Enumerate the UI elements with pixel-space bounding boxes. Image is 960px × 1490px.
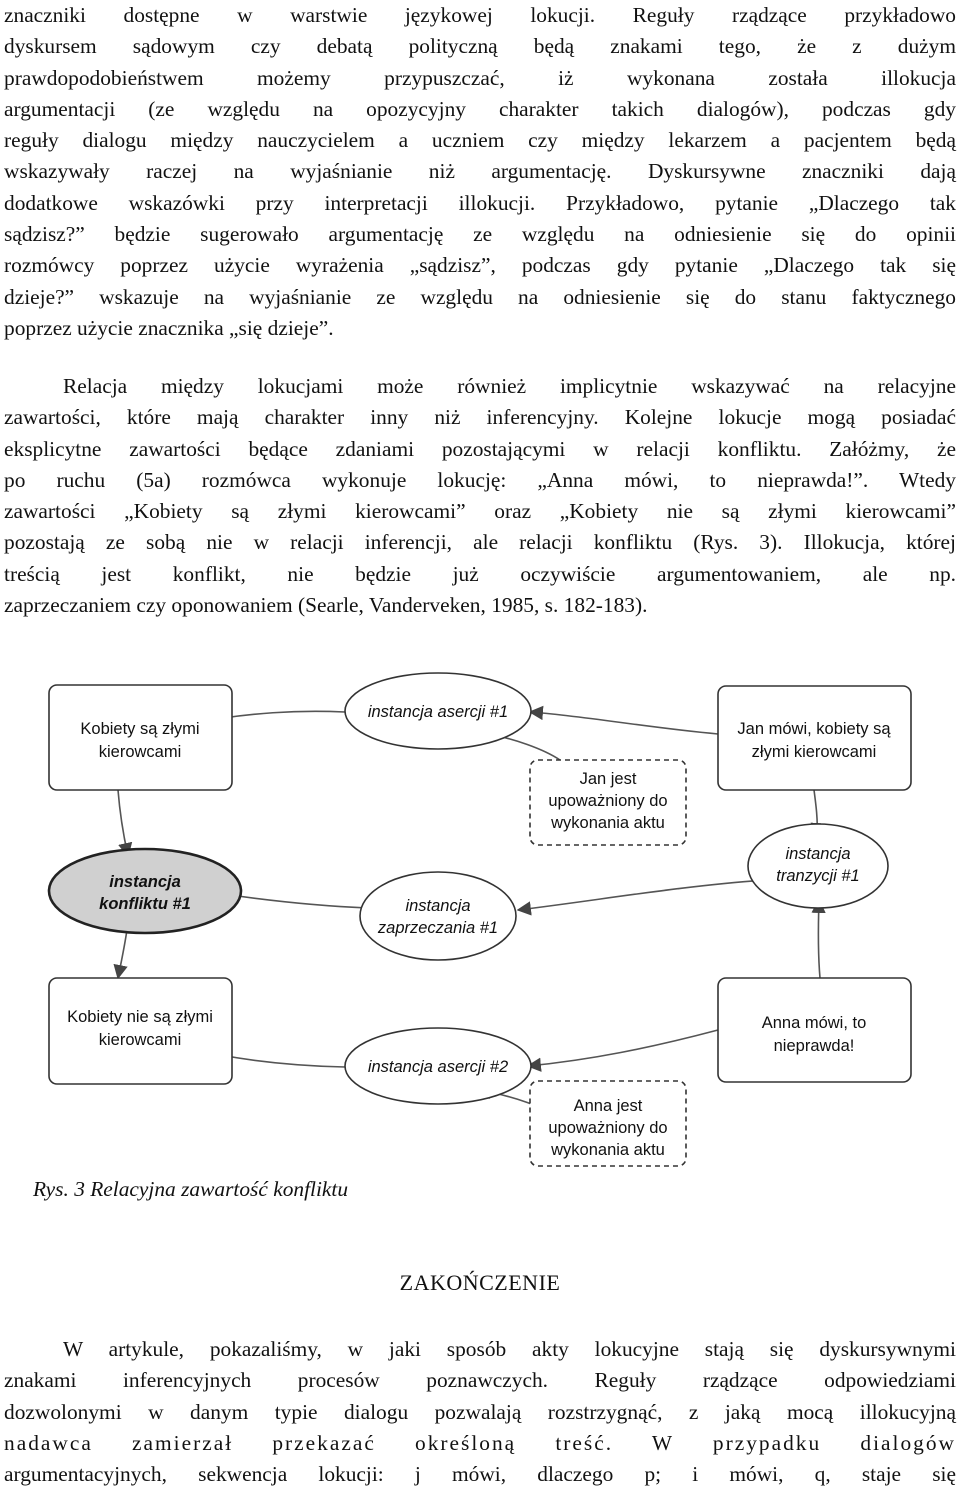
- box-left-bottom: [49, 978, 232, 1084]
- text-line: dzieje?” wskazuje na wyjaśnianie ze względu na odniesienie się do stanu faktycznego: [4, 284, 956, 309]
- text-line: argumentacyjnych, sekwencja lokucji: j mówi, dlaczego p; i mówi, q, staje się: [4, 1462, 956, 1487]
- box-left-bottom-line1: Kobiety nie są złymi: [67, 1008, 213, 1026]
- arrow-box-left-top-to-conflict: [118, 790, 128, 856]
- ellipse-assertion-1-label: instancja asercji #1: [367, 703, 509, 721]
- ellipse-transition-line2: tranzycji #1: [776, 867, 860, 885]
- ellipse-transition: [748, 824, 888, 908]
- text-line: po ruchu (5a) rozmówca wykonuje lokucję: „Anna mówi, to nieprawda!”. Wtedy: [4, 467, 956, 492]
- figure-caption: Rys. 3 Relacyjna zawartość konfliktu: [33, 1177, 349, 1201]
- text-line: rozmówcy poprzez użycie wyrażenia „sądzisz”, podczas gdy pytanie „Dlaczego tak się: [4, 253, 956, 278]
- text-line: znaczniki dostępne w warstwie językowej lokucji. Reguły rządzące przykładowo: [4, 3, 956, 27]
- dashed-anna-line3: wykonania aktu: [551, 1141, 665, 1159]
- text-line: poprzez użycie znacznika „się dzieje”.: [4, 315, 334, 340]
- text-line: zaprzeczaniem czy oponowaniem (Searle, Vanderveken, 1985, s. 182-183).: [4, 593, 648, 618]
- dashed-jan-line3: wykonania aktu: [551, 814, 665, 832]
- box-right-top-line2: złymi kierowcami: [751, 743, 877, 761]
- dashed-box-anna: [530, 1081, 686, 1166]
- ellipse-denial-line2: zaprzeczania #1: [377, 919, 499, 937]
- arrow-transition-to-denial: [518, 880, 765, 910]
- box-right-bottom: [718, 978, 911, 1082]
- box-right-top: [718, 686, 911, 790]
- ellipse-denial-line1: instancja: [405, 897, 471, 915]
- box-left-top: [49, 685, 232, 790]
- arrow-box-right-bottom-to-transition: [818, 900, 820, 978]
- text-line: nadawca zamierzał przekazać określoną treść. W przypadku dialogów: [4, 1430, 956, 1455]
- text-line: W artykule, pokazaliśmy, w jaki sposób akty lokucyjne stają się dyskursywnymi: [63, 1337, 956, 1361]
- dashed-box-jan: [530, 760, 686, 845]
- text-line: reguły dialogu między nauczycielem a uczniem czy między lekarzem a pacjentem będą: [4, 128, 956, 153]
- text-line: eksplicytne zawartości będące zdaniami pozostającymi w relacji konfliktu. Załóżmy, że: [4, 436, 956, 461]
- box-right-bottom-text-line: nieprawda!: [773, 1037, 855, 1055]
- text-line: dodatkowe wskazówki przy interpretacji illokucji. Przykładowo, pytanie „Dlaczego tak: [4, 190, 956, 215]
- text-line: zawartości, które mają charakter inny niż inferencyjny. Kolejne lokucje mogą posiadać: [4, 405, 956, 430]
- dashed-jan-line1: Jan jest: [579, 770, 637, 788]
- box-left-top-line1: Kobiety są złymi: [80, 720, 200, 738]
- ellipse-assertion-1: [345, 673, 531, 749]
- ellipse-conflict-line2: konfliktu #1: [99, 895, 191, 913]
- text-line: Relacja między lokucjami może również implicytnie wskazywać na relacyjne: [63, 374, 956, 398]
- text-line: treścią jest konflikt, nie będzie już oczywiście argumentowaniem, ale np.: [4, 561, 956, 586]
- text-line: wskazywały raczej na wyjaśnianie niż argumentację. Dyskursywne znaczniki dają: [4, 159, 956, 184]
- dashed-anna-line1: Anna jest: [573, 1097, 643, 1115]
- section-heading: ZAKOŃCZENIE: [399, 1270, 561, 1295]
- box-left-top-line2: kierowcami: [98, 743, 182, 761]
- text-line: zawartości „Kobiety są złymi kierowcami” oraz „Kobiety nie są złymi kierowcami”: [4, 499, 956, 524]
- text-line: dyskursem sądowym czy debatą polityczną będą znakami tego, że z dużym: [4, 34, 956, 59]
- arrow-box-right-top-to-assertion1: [530, 712, 718, 734]
- arrow-box-right-bottom-to-assertion2: [528, 1030, 718, 1066]
- text-line: dozwolonymi w danym typie dialogu pozwalają rozstrzygnąć, z jaką mocą illokucyjną: [4, 1399, 956, 1424]
- text-line: znakami inferencyjnych procesów poznawczych. Reguły rządzące odpowiedziami: [4, 1368, 956, 1393]
- text-line: pozostają ze sobą nie w relacji inferencji, ale relacji konfliktu (Rys. 3). Illokucja, której: [4, 530, 956, 555]
- dashed-anna-line2: upoważniony do: [548, 1119, 668, 1137]
- paragraph-conclusion: [4, 1334, 956, 1490]
- box-right-bottom-text-line: Anna mówi, to: [761, 1014, 867, 1032]
- ellipse-conflict: [49, 849, 241, 933]
- ellipse-denial: [360, 872, 516, 960]
- box-right-top-line1: Jan mówi, kobiety są: [737, 720, 891, 738]
- text-line: argumentacji (ze względu na opozycyjny charakter takich dialogów), podczas gdy: [4, 96, 956, 121]
- text-line: prawdopodobieństwem możemy przypuszczać, iż wykonana została illokucja: [4, 65, 956, 90]
- dashed-jan-line2: upoważniony do: [548, 792, 668, 810]
- ellipse-conflict-line1: instancja: [109, 873, 181, 891]
- ellipse-assertion-2: [345, 1028, 531, 1104]
- box-left-bottom-line2: kierowcami: [98, 1031, 182, 1049]
- ellipse-transition-line1: instancja: [785, 845, 851, 863]
- ellipse-assertion-2-label: instancja asercji #2: [367, 1058, 509, 1076]
- text-line: sądzisz?” będzie sugerowało argumentację ze względu na odniesienie się do opinii: [4, 222, 956, 247]
